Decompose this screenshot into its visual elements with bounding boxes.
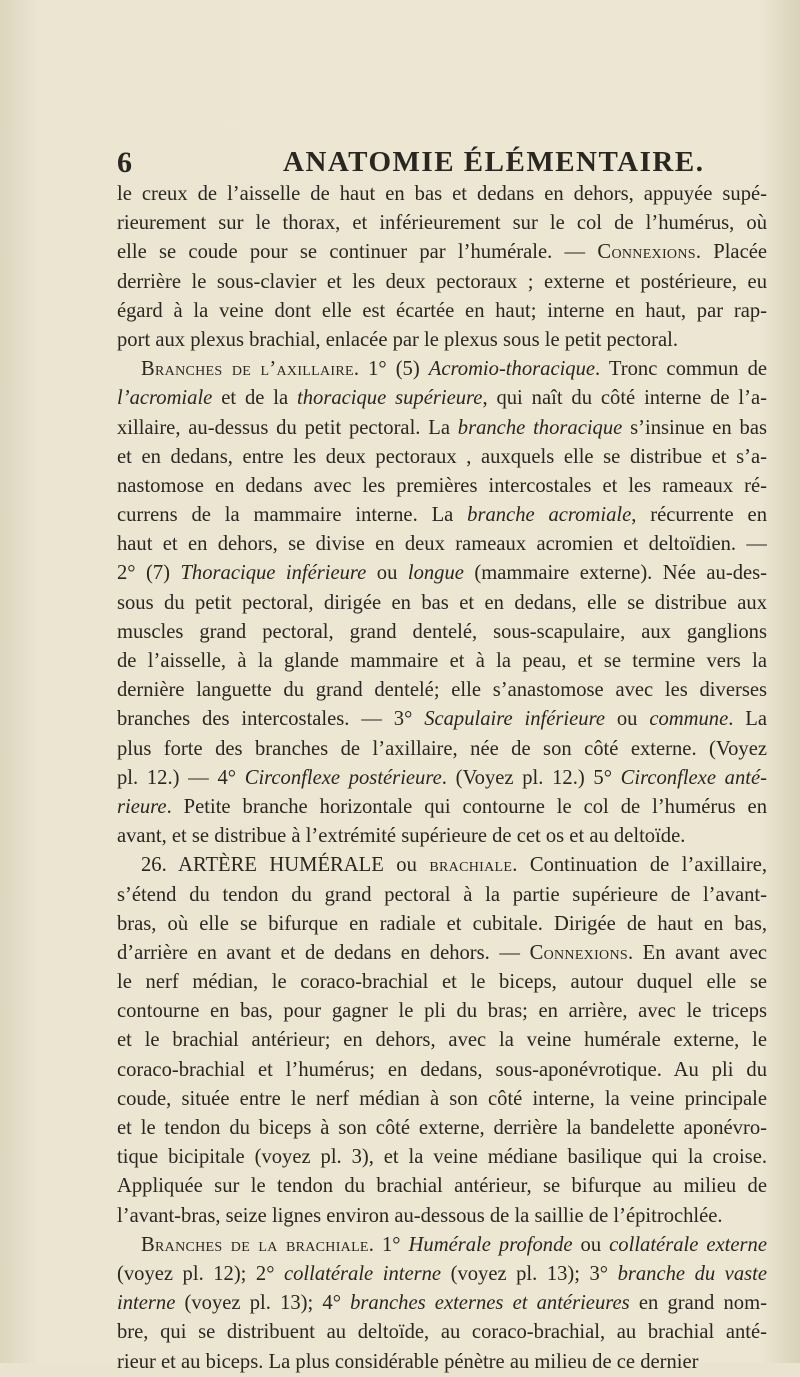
text-run: tique bicipitale (voyez pl. 3), et la veine médiane basilique qui la croise. [117, 1146, 767, 1169]
text-run: l’avant-bras, seize lignes environ au-dessous de la saillie de l’épitrochlée. [117, 1204, 723, 1227]
text-line [117, 1289, 767, 1318]
text-run: pl. 12.) — 4° [117, 766, 245, 789]
text-line [117, 443, 767, 472]
text-run: Connexions [597, 241, 696, 264]
text-run: bras, où elle se bifurque en radiale et cubitale. Dirigée de haut en bas, [117, 912, 767, 935]
text-line [117, 1231, 767, 1260]
text-run: branche du vaste [617, 1262, 767, 1285]
text-run: coude, située entre le nerf médian à son côté interne, la veine principale [117, 1087, 767, 1110]
text-run: . (Voyez pl. 12.) 5° [441, 766, 621, 789]
text-run: muscles grand pectoral, grand dentelé, sous-scapulaire, aux ganglions [117, 620, 767, 643]
text-line [117, 618, 767, 647]
text-run: derrière le sous-clavier et les deux pectoraux ; externe et postérieure, eu [117, 270, 767, 293]
text-run: (voyez pl. 13); 4° [175, 1292, 351, 1315]
text-line [117, 881, 767, 910]
text-run: rieurement sur le thorax, et inférieurement sur le col de l’humérus, où [117, 212, 767, 235]
text-run: port aux plexus brachial, enlacée par le plexus sous le petit pectoral. [117, 328, 678, 351]
text-line [117, 238, 767, 267]
text-line [117, 647, 767, 676]
text-line [117, 384, 767, 413]
text-run: et de la [212, 387, 298, 410]
page-header [117, 146, 767, 182]
text-run: égard à la veine dont elle est écartée en haut; interne en haut, par rap- [117, 299, 767, 322]
text-run: longue [407, 562, 464, 585]
text-line [117, 1056, 767, 1085]
text-run: l’acromiale [117, 387, 213, 410]
text-run: Thoracique inférieure [180, 562, 367, 585]
text-run: . La [728, 708, 767, 731]
text-line [117, 268, 767, 297]
text-run: de l’aisselle, à la glande mammaire et à la peau, et se termine vers la [117, 650, 767, 672]
text-run: thoracique supérieure [297, 387, 483, 410]
text-run: . Continuation de l’axillaire, [512, 854, 767, 877]
text-run: Connexions [529, 941, 628, 964]
text-run: collatérale interne [283, 1262, 442, 1285]
text-line [117, 939, 767, 968]
text-line [117, 1202, 767, 1231]
text-line [117, 851, 767, 880]
text-line [117, 968, 767, 997]
text-run: et en dedans, entre les deux pectoraux , auxquels elle se distribue et s’a- [117, 445, 767, 468]
text-line [117, 822, 767, 851]
text-run: Acromio-thoracique [428, 358, 596, 381]
text-run: branche thoracique [457, 416, 623, 439]
text-line [117, 1143, 767, 1172]
text-run: 2° (7) [117, 562, 181, 585]
text-run: le creux de l’aisselle de haut en bas et dedans en dehors, appuyée supé- [117, 183, 767, 205]
text-run: ou [572, 1233, 610, 1256]
text-run: haut et en dehors, se divise en deux rameaux acromien et deltoïdien. — [117, 533, 767, 556]
text-run: Appliquée sur le tendon du brachial antérieur, se bifurque au milieu de [117, 1175, 767, 1198]
text-run: branches externes et antérieures [350, 1292, 630, 1315]
text-run: (mammaire externe). Née au-des- [463, 562, 767, 585]
text-run: en grand nom- [629, 1292, 767, 1315]
text-line [117, 1172, 767, 1201]
text-run: sous du petit pectoral, dirigée en bas et en dedans, elle se distribue aux [117, 591, 767, 614]
text-line [117, 472, 767, 501]
text-run: dernière languette du grand dentelé; elle s’anastomose avec les diverses [117, 679, 767, 702]
text-run: collatérale externe [609, 1233, 767, 1256]
text-run: Branches de l’axillaire [141, 358, 354, 381]
text-run: plus forte des branches de l’axillaire, née de son côté externe. (Voyez [117, 737, 767, 760]
text-run: branche acromiale [467, 504, 632, 527]
text-run: . Placée [695, 241, 767, 264]
text-run: commune [649, 708, 729, 731]
text-line [117, 180, 767, 209]
text-run: avant, et se distribue à l’extrémité supérieure de cet os et au deltoïde. [117, 825, 686, 848]
text-run: Humérale profonde [408, 1233, 573, 1256]
text-run: ou [366, 562, 408, 585]
running-title: ANATOMIE ÉLÉMENTAIRE. [283, 146, 705, 178]
text-run: rieur et au biceps. La plus considérable pénètre au milieu de ce dernier [117, 1350, 699, 1373]
text-line [117, 1085, 767, 1114]
text-run: . Tronc commun de [595, 358, 767, 381]
text-line [117, 1026, 767, 1055]
text-run: (voyez pl. 13); 3° [441, 1262, 618, 1285]
text-run: Circonflexe postérieure [244, 766, 442, 789]
text-line [117, 997, 767, 1026]
text-run: Circonflexe anté- [620, 766, 767, 789]
page-number: 6 [117, 146, 133, 179]
text-run: et le brachial antérieur; en dehors, avec la veine humérale externe, le [117, 1029, 767, 1052]
text-run: Scapulaire inférieure [424, 708, 605, 731]
text-run: et le tendon du biceps à son côté externe, derrière la bandelette aponévro- [117, 1117, 767, 1139]
text-run: nastomose en dedans avec les premières intercostales et les rameaux ré- [117, 474, 767, 497]
text-run: brachiale [429, 854, 513, 877]
text-line [117, 1114, 767, 1143]
text-line [117, 735, 767, 764]
text-line [117, 1318, 767, 1347]
text-run: 26. ARTÈRE HUMÉRALE ou [141, 854, 430, 877]
text-line [117, 559, 767, 588]
text-run: contourne en bas, pour gagner le pli du bras; en arrière, avec le triceps [117, 1000, 767, 1023]
text-line [117, 209, 767, 238]
text-run: le nerf médian, le coraco-brachial et le biceps, autour duquel elle se [117, 971, 767, 994]
body-text [117, 180, 767, 1377]
text-line [117, 793, 767, 822]
text-run: coraco-brachial et l’humérus; en dedans, sous-aponévrotique. Au pli du [117, 1058, 767, 1081]
text-line [117, 705, 767, 734]
text-line [117, 1260, 767, 1289]
text-line [117, 414, 767, 443]
text-run: , récurrente en [631, 504, 767, 527]
text-line [117, 676, 767, 705]
text-run: . 1° [368, 1233, 409, 1256]
text-run: . Petite branche horizontale qui contourne le col de l’humérus en [166, 795, 767, 818]
text-run: . 1° (5) [353, 358, 429, 381]
text-run: interne [117, 1292, 176, 1315]
text-line [117, 589, 767, 618]
text-line [117, 355, 767, 384]
text-run: branches des intercostales. — 3° [117, 708, 425, 731]
text-run: bre, qui se distribuent au deltoïde, au coraco-brachial, au brachial anté- [117, 1321, 767, 1344]
text-run: currens de la mammaire interne. La [117, 504, 468, 527]
text-line [117, 1348, 767, 1377]
text-run: rieure [117, 795, 167, 818]
text-line [117, 530, 767, 559]
text-line [117, 501, 767, 530]
text-run: . En avant avec [627, 941, 767, 964]
text-run: s’étend du tendon du grand pectoral à la partie supérieure de l’avant- [117, 883, 767, 906]
text-line [117, 910, 767, 939]
text-run: xillaire, au-dessus du petit pectoral. La [117, 416, 458, 439]
text-run: elle se coude pour se continuer par l’humérale. — [117, 241, 598, 264]
text-line [117, 297, 767, 326]
text-run: Branches de la brachiale [141, 1233, 369, 1256]
text-line [117, 326, 767, 355]
text-line [117, 764, 767, 793]
text-run: s’insinue en bas [622, 416, 767, 439]
text-run: (voyez pl. 12); 2° [117, 1262, 284, 1285]
text-run: , qui naît du côté interne de l’a- [482, 387, 767, 410]
text-run: d’arrière en avant et de dedans en dehors. — [117, 941, 530, 964]
text-run: ou [604, 708, 650, 731]
